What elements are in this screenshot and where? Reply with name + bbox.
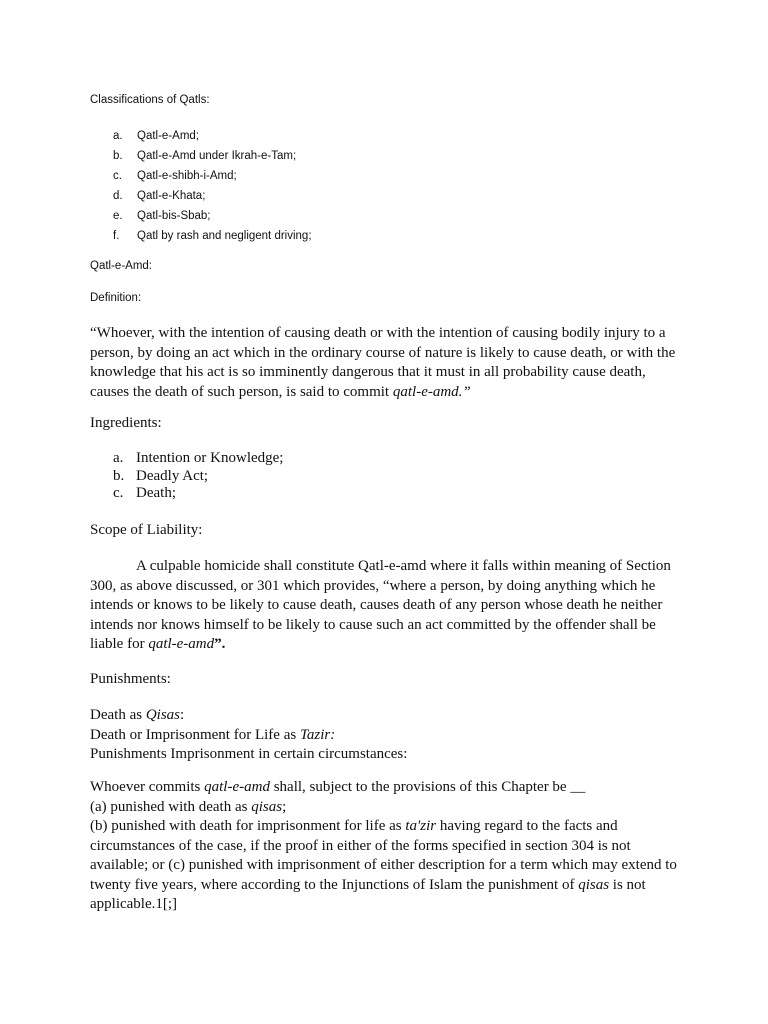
final-text: Whoever commits	[90, 779, 205, 795]
list-marker: c.	[113, 485, 124, 501]
list-item	[90, 146, 312, 166]
scope-end: ”.	[214, 636, 226, 652]
definition-term: qatl-e-amd.”	[392, 383, 471, 400]
list-marker: c.	[113, 170, 122, 182]
final-text: (b) punished with death for imprisonment for life as	[90, 818, 406, 834]
list-item-text: Deadly Act;	[136, 467, 209, 484]
final-text: shall, subject to the provisions of this Chapter be __	[269, 779, 586, 795]
final-text: having regard to the facts and circumstances of the case, if the proof in either of the forms specified in section 304 is not available; or (c) punished with imprisonment of either description for a term which may extend to twenty five years, where according to the Injunctions of Islam the punishment of	[90, 818, 677, 893]
ingredients-heading: Ingredients:	[90, 415, 162, 431]
final-term: qatl-e-amd	[204, 779, 270, 795]
list-item-text: Qatl-e-Khata;	[137, 190, 206, 202]
list-item	[90, 186, 312, 206]
scope-term: qatl-e-amd	[148, 636, 215, 652]
final-term: qisas	[578, 876, 610, 893]
punishment-text: Death as	[90, 707, 146, 723]
punishments-heading: Punishments:	[90, 671, 171, 687]
final-text: is not applicable.1[;]	[90, 876, 646, 912]
definition-heading: Definition:	[90, 292, 142, 304]
definition-paragraph	[90, 324, 680, 402]
punishment-term: Tazir:	[299, 726, 336, 743]
final-block	[90, 778, 686, 915]
list-item	[90, 206, 312, 226]
scope-text: A culpable homicide shall constitute Qatl-e-amd where it falls within meaning of Section 300, as above discussed, or 301 which provides, “where a person, by doing anything which he intends or knows to be likely to cause death, causes death of any person whose death he neither intends nor knows himself to be likely to cause such an act committed by the offender shall be liable for	[90, 558, 671, 652]
list-item-text: Qatl-bis-Sbab;	[137, 210, 211, 222]
final-text: (a) punished with death as	[90, 798, 252, 815]
punishment-text: :	[180, 707, 185, 723]
final-line	[90, 778, 686, 798]
final-text: ;	[282, 798, 287, 815]
final-line	[90, 817, 686, 915]
final-term: qisas	[251, 798, 283, 815]
list-item-text: Intention or Knowledge;	[136, 450, 284, 466]
punishment-line	[90, 706, 407, 726]
list-item	[90, 485, 283, 503]
list-marker: f.	[113, 230, 120, 242]
punishment-term: Qisas	[145, 707, 180, 723]
list-marker: a.	[113, 450, 124, 466]
classifications-list	[90, 126, 312, 246]
list-item	[90, 226, 312, 246]
list-item-text: Qatl-e-shibh-i-Amd;	[137, 170, 237, 182]
definition-text: “Whoever, with the intention of causing death or with the intention of causing bodily injury to a person, by doing an act which in the ordinary course of nature is likely to cause death, or with the knowledge that his act is so imminently dangerous that it must in all probability cause death, causes the death of such person, is said to commit	[90, 325, 676, 400]
list-item	[90, 468, 283, 486]
list-item	[90, 166, 312, 186]
list-item-text: Qatl by rash and negligent driving;	[137, 230, 312, 242]
list-item	[90, 126, 312, 146]
list-marker: d.	[113, 190, 123, 202]
scope-paragraph	[90, 557, 686, 655]
final-line	[90, 798, 686, 818]
punishments-block	[90, 706, 407, 765]
list-item-text: Qatl-e-Amd;	[137, 130, 199, 142]
list-marker: b.	[113, 467, 125, 484]
classifications-heading: Classifications of Qatls:	[90, 94, 210, 106]
list-item	[90, 450, 283, 468]
list-item-text: Death;	[136, 485, 176, 501]
list-marker: e.	[113, 210, 123, 222]
list-marker: b.	[113, 150, 123, 162]
list-item-text: Qatl-e-Amd under Ikrah-e-Tam;	[137, 150, 297, 162]
punishment-line: Punishments Imprisonment in certain circumstances:	[90, 746, 408, 762]
scope-heading: Scope of Liability:	[90, 522, 203, 538]
qatl-e-amd-heading: Qatl-e-Amd:	[90, 260, 152, 272]
punishment-line	[90, 726, 407, 746]
list-marker: a.	[113, 130, 123, 142]
punishment-text: Death or Imprisonment for Life as	[90, 726, 300, 743]
final-term: ta'zir	[405, 818, 437, 834]
ingredients-list	[90, 450, 283, 503]
